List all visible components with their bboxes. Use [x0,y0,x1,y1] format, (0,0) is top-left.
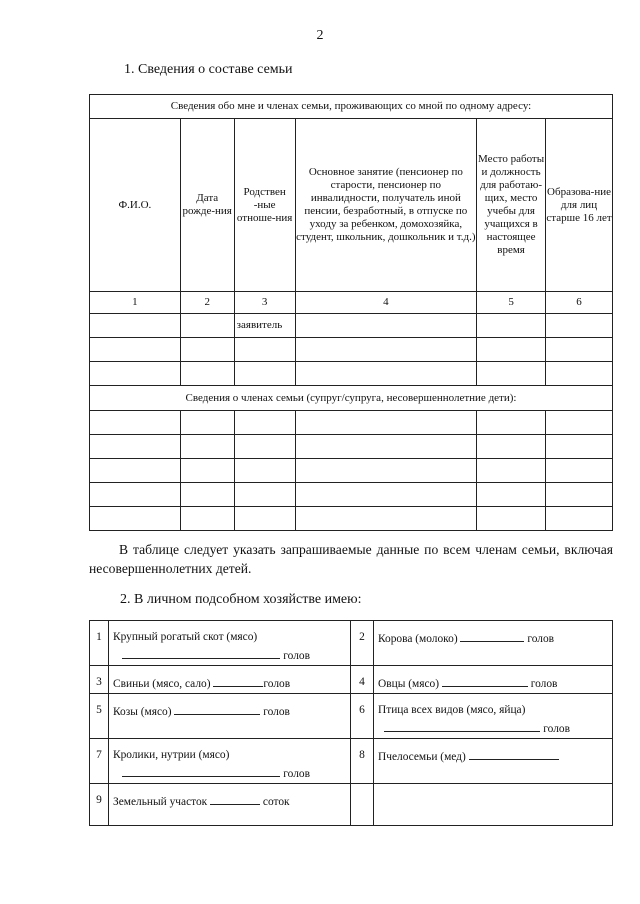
table-row [90,314,613,338]
col-header-education: Образова-ние для лиц старше 16 лет [546,119,613,292]
item-label-poultry: Птица всех видов (мясо, яйца) [378,704,526,716]
relation-cell[interactable] [234,459,295,483]
occupation-cell[interactable] [295,435,477,459]
item-number: 5 [90,694,109,739]
cattle-input-line[interactable] [122,646,280,659]
occupation-cell[interactable] [295,507,477,531]
birthdate-cell[interactable] [180,411,234,435]
col-number: 5 [477,292,546,314]
item-number: 2 [351,621,374,666]
relation-cell[interactable] [234,435,295,459]
item-number: 3 [90,666,109,694]
fio-cell[interactable] [90,314,181,338]
birthdate-cell[interactable] [180,338,234,362]
workplace-cell[interactable] [477,362,546,386]
col-number: 1 [90,292,181,314]
applicant-label: заявитель [234,314,295,338]
rabbits-input-line[interactable] [122,764,280,777]
relation-cell[interactable] [234,338,295,362]
subsection-caption: Сведения о членах семьи (супруг/супруга, несовершеннолетние дети): [90,386,613,411]
item-label-goats: Козы (мясо) [113,706,172,718]
col-number: 6 [546,292,613,314]
table-note: В таблице следует указать запрашиваемые данные по всем членам семьи, включая несовершеннолетних детей. [89,542,613,576]
occupation-cell[interactable] [295,338,477,362]
item-label-pigs: Свиньи (мясо, сало) [113,678,211,690]
relation-cell[interactable] [234,483,295,507]
pigs-input-line[interactable] [213,674,263,687]
education-cell[interactable] [546,411,613,435]
relation-cell[interactable] [234,411,295,435]
unit-label: голов [263,706,290,718]
col-header-fio: Ф.И.О. [90,119,181,292]
unit-label: голов [530,678,558,690]
unit-label: голов [543,723,570,735]
col-number: 2 [180,292,234,314]
table-row [90,338,613,362]
family-table [89,94,613,531]
empty-cell [351,784,374,826]
unit-label: голов [527,633,555,645]
birthdate-cell[interactable] [180,362,234,386]
empty-cell [374,784,613,826]
table-row [90,362,613,386]
relation-cell[interactable] [234,507,295,531]
item-label-bees: Пчелосемьи (мед) [378,751,466,763]
item-label-cattle: Крупный рогатый скот (мясо) [113,631,258,643]
item-label-rabbits: Кролики, нутрии (мясо) [113,749,230,761]
table-row [90,435,613,459]
workplace-cell[interactable] [477,411,546,435]
workplace-cell[interactable] [477,483,546,507]
unit-label: голов [283,768,310,780]
bees-input-line[interactable] [469,747,559,760]
household-table [89,620,613,826]
fio-cell[interactable] [90,338,181,362]
education-cell[interactable] [546,338,613,362]
birthdate-cell[interactable] [180,314,234,338]
birthdate-cell[interactable] [180,435,234,459]
page-number: 2 [316,28,324,43]
fio-cell[interactable] [90,362,181,386]
education-cell[interactable] [546,483,613,507]
birthdate-cell[interactable] [180,507,234,531]
unit-label: соток [262,796,290,808]
workplace-cell[interactable] [477,507,546,531]
col-header-occupation: Основное занятие (пенсионер по старости, пенсионер по инвалидности, получатель иной пенсии, безработный, в отпуске по уходу за ребенком, домохозяйка, студент, школьник, дошкольник и т.д.) [295,119,477,292]
occupation-cell[interactable] [295,362,477,386]
table-row [90,459,613,483]
workplace-cell[interactable] [477,314,546,338]
section2-heading: 2. В личном подсобном хозяйстве имею: [120,592,362,607]
item-number: 1 [90,621,109,666]
fio-cell[interactable] [90,507,181,531]
unit-label: голов [263,678,291,690]
education-cell[interactable] [546,362,613,386]
birthdate-cell[interactable] [180,459,234,483]
col-header-relation: Родствен -ные отноше-ния [234,119,295,292]
item-number: 4 [351,666,374,694]
fio-cell[interactable] [90,459,181,483]
col-header-workplace: Место работы и должность для работаю-щих, место учебы для учащихся в настоящее время [477,119,546,292]
education-cell[interactable] [546,314,613,338]
goats-input-line[interactable] [174,702,260,715]
poultry-input-line[interactable] [384,719,540,732]
item-label-land: Земельный участок [113,796,208,808]
table-row [90,507,613,531]
fio-cell[interactable] [90,483,181,507]
item-number: 9 [90,784,109,826]
occupation-cell[interactable] [295,483,477,507]
col-number: 3 [234,292,295,314]
unit-label: голов [283,650,310,662]
table-row [90,483,613,507]
item-label-cow: Корова (молоко) [378,633,458,645]
workplace-cell[interactable] [477,459,546,483]
item-label-sheep: Овцы (мясо) [378,678,439,690]
table-caption: Сведения обо мне и членах семьи, проживающих со мной по одному адресу: [90,95,613,119]
occupation-cell[interactable] [295,459,477,483]
land-input-line[interactable] [210,792,260,805]
section1-heading: 1. Сведения о составе семьи [124,62,293,77]
fio-cell[interactable] [90,411,181,435]
occupation-cell[interactable] [295,314,477,338]
relation-cell[interactable] [234,362,295,386]
table-row [90,411,613,435]
education-cell[interactable] [546,507,613,531]
education-cell[interactable] [546,459,613,483]
workplace-cell[interactable] [477,338,546,362]
occupation-cell[interactable] [295,411,477,435]
sheep-input-line[interactable] [442,674,528,687]
item-number: 6 [351,694,374,739]
item-number: 8 [351,739,374,784]
fio-cell[interactable] [90,435,181,459]
col-header-birthdate: Дата рожде-ния [180,119,234,292]
education-cell[interactable] [546,435,613,459]
birthdate-cell[interactable] [180,483,234,507]
col-number: 4 [295,292,477,314]
item-number: 7 [90,739,109,784]
cow-input-line[interactable] [460,629,524,642]
workplace-cell[interactable] [477,435,546,459]
